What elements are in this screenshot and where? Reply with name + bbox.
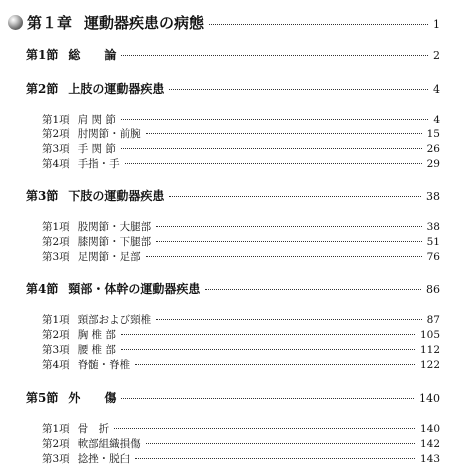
toc-item (42, 112, 440, 127)
item-number: 第4項 (42, 359, 70, 371)
dot-leader (146, 443, 415, 444)
item-number: 第4項 (42, 158, 70, 170)
item-title: 肩 関 節 (77, 114, 116, 126)
item-number: 第1項 (42, 221, 70, 233)
section-title: 下肢の運動器疾患 (68, 189, 165, 203)
dot-leader (146, 256, 422, 257)
item-page: 76 (426, 251, 440, 263)
item-number: 第1項 (42, 423, 70, 435)
chapter-title: 運動器疾患の病態 (84, 14, 205, 32)
dot-leader (209, 24, 428, 25)
dot-leader (135, 458, 415, 459)
section-number: 第3節 (26, 189, 59, 203)
item-title: 股関節・大腿部 (77, 221, 152, 233)
toc-section (26, 280, 440, 297)
dot-leader (156, 241, 421, 242)
section-title: 外 傷 (68, 391, 117, 405)
toc-item (42, 126, 440, 141)
item-page: 38 (426, 221, 440, 233)
toc-item (42, 451, 440, 466)
dot-leader (146, 133, 422, 134)
dot-leader (121, 398, 414, 399)
dot-leader (135, 364, 415, 365)
section-title: 上肢の運動器疾患 (68, 82, 165, 96)
item-number: 第2項 (42, 438, 70, 450)
item-number: 第3項 (42, 251, 70, 263)
item-number: 第3項 (42, 143, 70, 155)
section-title: 総 論 (68, 48, 117, 62)
toc-section (26, 46, 440, 63)
item-page: 87 (426, 314, 440, 326)
dot-leader (121, 334, 415, 335)
toc-item (42, 421, 440, 436)
dot-leader (169, 89, 428, 90)
item-page: 51 (426, 236, 440, 248)
item-title: 頸部および頸椎 (77, 314, 152, 326)
toc-item (42, 219, 440, 234)
section-page: 4 (433, 83, 440, 96)
toc-item (42, 249, 440, 264)
toc-item (42, 436, 440, 451)
item-title: 軟部組織損傷 (77, 438, 141, 450)
dot-leader (205, 289, 421, 290)
dot-leader (114, 428, 415, 429)
section-title: 頸部・体幹の運動器疾患 (68, 282, 201, 296)
dot-leader (156, 319, 421, 320)
item-page: 122 (419, 359, 440, 371)
section-number: 第2節 (26, 82, 59, 96)
item-page: 4 (433, 114, 440, 126)
section-number: 第5節 (26, 391, 59, 405)
toc-item (42, 234, 440, 249)
section-page: 2 (433, 49, 440, 62)
item-title: 手指・手 (77, 158, 120, 170)
toc-item (42, 141, 440, 156)
dot-leader (156, 226, 421, 227)
item-title: 胸 椎 部 (77, 329, 116, 341)
item-title: 手 関 節 (77, 143, 116, 155)
item-title: 捻挫・脱臼 (77, 453, 131, 465)
toc-item (42, 312, 440, 327)
item-title: 腰 椎 部 (77, 344, 116, 356)
item-number: 第3項 (42, 344, 70, 356)
toc-item (42, 342, 440, 357)
item-page: 15 (426, 128, 440, 140)
toc-item (42, 327, 440, 342)
toc-section (26, 389, 440, 406)
item-number: 第2項 (42, 236, 70, 248)
chapter-page: 1 (433, 18, 440, 31)
toc-section (26, 80, 440, 97)
dot-leader (121, 349, 415, 350)
toc-section (26, 187, 440, 204)
item-number: 第1項 (42, 314, 70, 326)
item-page: 142 (419, 438, 440, 450)
chapter-heading (8, 12, 440, 33)
item-page: 140 (419, 423, 440, 435)
item-number: 第1項 (42, 114, 70, 126)
section-number: 第1節 (26, 48, 59, 62)
toc-item (42, 357, 440, 372)
item-number: 第3項 (42, 453, 70, 465)
item-page: 143 (419, 453, 440, 465)
item-page: 29 (426, 158, 440, 170)
dot-leader (169, 196, 421, 197)
item-page: 105 (419, 329, 440, 341)
chapter-number: 第１章 (27, 14, 73, 32)
sphere-bullet-icon (8, 15, 23, 30)
section-number: 第4節 (26, 282, 59, 296)
item-number: 第2項 (42, 128, 70, 140)
dot-leader (121, 55, 428, 56)
item-title: 骨 折 (77, 423, 110, 435)
item-title: 肘関節・前腕 (77, 128, 141, 140)
item-number: 第2項 (42, 329, 70, 341)
dot-leader (125, 163, 422, 164)
item-page: 26 (426, 143, 440, 155)
section-page: 38 (426, 190, 440, 203)
section-page: 86 (426, 283, 440, 296)
dot-leader (121, 148, 422, 149)
item-title: 膝関節・下腿部 (77, 236, 152, 248)
item-page: 112 (419, 344, 440, 356)
item-title: 脊髄・脊椎 (77, 359, 131, 371)
toc-item (42, 156, 440, 171)
section-page: 140 (419, 392, 440, 405)
item-title: 足関節・足部 (77, 251, 141, 263)
dot-leader (121, 119, 428, 120)
